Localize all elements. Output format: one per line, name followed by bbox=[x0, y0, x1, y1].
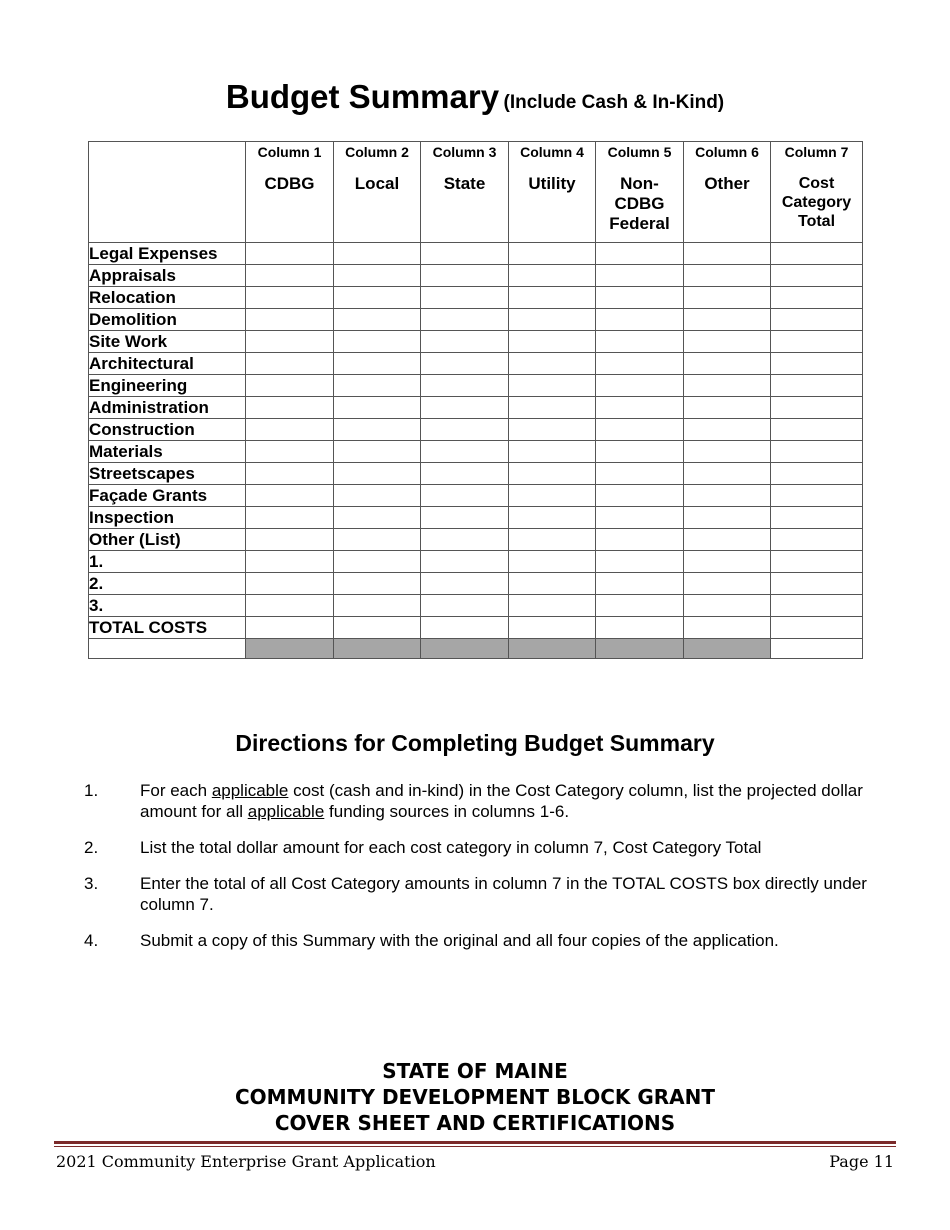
amount-cell[interactable] bbox=[246, 485, 334, 507]
column-category: Utility bbox=[528, 174, 576, 193]
amount-cell[interactable] bbox=[684, 375, 771, 397]
amount-cell[interactable] bbox=[334, 397, 421, 419]
amount-cell[interactable] bbox=[596, 551, 684, 573]
table-row bbox=[89, 309, 863, 331]
table-row bbox=[89, 331, 863, 353]
amount-cell[interactable] bbox=[684, 485, 771, 507]
state-heading-line: COMMUNITY DEVELOPMENT BLOCK GRANT bbox=[234, 1085, 716, 1109]
amount-cell[interactable] bbox=[334, 375, 421, 397]
direction-number: 3. bbox=[84, 874, 99, 893]
amount-cell[interactable] bbox=[684, 595, 771, 617]
column-category: Other bbox=[704, 174, 750, 193]
row-label: Other (List) bbox=[89, 529, 246, 551]
column-header bbox=[684, 142, 771, 243]
row-label: Architectural bbox=[89, 353, 246, 375]
amount-cell[interactable] bbox=[246, 551, 334, 573]
row-label: Administration bbox=[89, 397, 246, 419]
row-label: Engineering bbox=[89, 375, 246, 397]
amount-cell[interactable] bbox=[771, 485, 863, 507]
amount-cell[interactable] bbox=[509, 617, 596, 639]
amount-cell[interactable] bbox=[246, 353, 334, 375]
column-number: Column 3 bbox=[432, 144, 497, 160]
direction-item bbox=[84, 780, 894, 822]
footer-rule bbox=[54, 1141, 896, 1144]
amount-cell[interactable] bbox=[684, 243, 771, 265]
amount-cell[interactable] bbox=[334, 353, 421, 375]
table-row bbox=[89, 375, 863, 397]
amount-cell[interactable] bbox=[421, 551, 509, 573]
amount-cell[interactable] bbox=[596, 331, 684, 353]
title-main: Budget Summary bbox=[225, 78, 500, 115]
shaded-cell bbox=[334, 639, 421, 659]
amount-cell[interactable] bbox=[246, 419, 334, 441]
amount-cell[interactable] bbox=[596, 243, 684, 265]
table-row bbox=[89, 595, 863, 617]
amount-cell[interactable] bbox=[684, 529, 771, 551]
amount-cell[interactable] bbox=[684, 419, 771, 441]
amount-cell[interactable] bbox=[246, 375, 334, 397]
amount-cell[interactable] bbox=[596, 265, 684, 287]
amount-cell[interactable] bbox=[771, 331, 863, 353]
amount-cell[interactable] bbox=[509, 529, 596, 551]
amount-cell[interactable] bbox=[334, 529, 421, 551]
header-row bbox=[89, 142, 863, 243]
amount-cell[interactable] bbox=[596, 397, 684, 419]
amount-cell[interactable] bbox=[334, 309, 421, 331]
row-label: Appraisals bbox=[89, 265, 246, 287]
amount-cell[interactable] bbox=[684, 265, 771, 287]
amount-cell[interactable] bbox=[684, 573, 771, 595]
amount-cell[interactable] bbox=[334, 507, 421, 529]
amount-cell[interactable] bbox=[246, 243, 334, 265]
amount-cell[interactable] bbox=[771, 243, 863, 265]
amount-cell[interactable] bbox=[684, 507, 771, 529]
row-label: Relocation bbox=[89, 287, 246, 309]
amount-cell[interactable] bbox=[771, 441, 863, 463]
shaded-cell bbox=[684, 639, 771, 659]
amount-cell[interactable] bbox=[596, 485, 684, 507]
amount-cell[interactable] bbox=[421, 507, 509, 529]
amount-cell[interactable] bbox=[596, 507, 684, 529]
amount-cell[interactable] bbox=[246, 617, 334, 639]
direction-number: 4. bbox=[84, 931, 99, 950]
column-header bbox=[771, 142, 863, 243]
column-number: Column 1 bbox=[257, 144, 322, 160]
direction-text: Enter the total of all Cost Category amounts in column 7 in the TOTAL COSTS box directly under column 7. bbox=[140, 874, 867, 914]
amount-cell[interactable] bbox=[421, 617, 509, 639]
amount-cell[interactable] bbox=[684, 551, 771, 573]
page-title bbox=[0, 78, 950, 116]
state-heading-line: COVER SHEET AND CERTIFICATIONS bbox=[274, 1111, 676, 1135]
column-category: CDBG bbox=[264, 174, 315, 193]
amount-cell[interactable] bbox=[771, 375, 863, 397]
column-number: Column 4 bbox=[520, 144, 584, 160]
amount-cell[interactable] bbox=[596, 595, 684, 617]
amount-cell[interactable] bbox=[771, 573, 863, 595]
amount-cell[interactable] bbox=[684, 397, 771, 419]
table-row bbox=[89, 617, 863, 639]
amount-cell[interactable] bbox=[596, 463, 684, 485]
column-header bbox=[246, 142, 334, 243]
direction-text-part: cost (cash and in-kind) in the Cost Category column, list the projected dollar amount for all bbox=[140, 781, 863, 821]
column-header bbox=[509, 142, 596, 243]
state-heading bbox=[0, 1058, 950, 1136]
direction-text: Submit a copy of this Summary with the original and all four copies of the application. bbox=[140, 931, 779, 950]
amount-cell[interactable] bbox=[334, 419, 421, 441]
column-header bbox=[421, 142, 509, 243]
amount-cell[interactable] bbox=[334, 595, 421, 617]
footer-rule-thin bbox=[54, 1146, 896, 1147]
amount-cell[interactable] bbox=[596, 287, 684, 309]
row-label: 3. bbox=[89, 595, 246, 617]
table-row bbox=[89, 243, 863, 265]
amount-cell[interactable] bbox=[509, 551, 596, 573]
row-label: Demolition bbox=[89, 309, 246, 331]
amount-cell[interactable] bbox=[246, 507, 334, 529]
amount-cell[interactable] bbox=[421, 485, 509, 507]
amount-cell[interactable] bbox=[421, 309, 509, 331]
table-row bbox=[89, 419, 863, 441]
title-sub: (Include Cash & In-Kind) bbox=[503, 92, 725, 113]
state-heading-line: STATE OF MAINE bbox=[382, 1059, 568, 1083]
amount-cell[interactable] bbox=[246, 463, 334, 485]
amount-cell[interactable] bbox=[246, 287, 334, 309]
direction-text bbox=[140, 780, 894, 822]
amount-cell[interactable] bbox=[771, 353, 863, 375]
row-label: Streetscapes bbox=[89, 463, 246, 485]
table-row bbox=[89, 529, 863, 551]
amount-cell[interactable] bbox=[421, 375, 509, 397]
amount-cell[interactable] bbox=[334, 287, 421, 309]
page-number: Page 11 bbox=[829, 1152, 894, 1171]
amount-cell[interactable] bbox=[509, 353, 596, 375]
amount-cell[interactable] bbox=[421, 397, 509, 419]
amount-cell[interactable] bbox=[771, 529, 863, 551]
table-row bbox=[89, 353, 863, 375]
column-category: Local bbox=[354, 174, 400, 193]
amount-cell[interactable] bbox=[334, 485, 421, 507]
column-header bbox=[334, 142, 421, 243]
direction-number: 2. bbox=[84, 838, 99, 857]
amount-cell[interactable] bbox=[684, 441, 771, 463]
column-number: Column 5 bbox=[607, 144, 672, 160]
amount-cell[interactable] bbox=[334, 573, 421, 595]
amount-cell[interactable] bbox=[334, 265, 421, 287]
shaded-cell bbox=[596, 639, 684, 659]
amount-cell[interactable] bbox=[509, 287, 596, 309]
table-row bbox=[89, 463, 863, 485]
row-label: Inspection bbox=[89, 507, 246, 529]
amount-cell[interactable] bbox=[509, 375, 596, 397]
table-row bbox=[89, 573, 863, 595]
row-label: Façade Grants bbox=[89, 485, 246, 507]
footer-title: 2021 Community Enterprise Grant Application bbox=[56, 1152, 436, 1171]
row-label: TOTAL COSTS bbox=[89, 617, 246, 639]
amount-cell[interactable] bbox=[771, 419, 863, 441]
column-category: Non- CDBG Federal bbox=[609, 174, 670, 233]
amount-cell[interactable] bbox=[421, 243, 509, 265]
amount-cell[interactable] bbox=[421, 463, 509, 485]
column-number: Column 7 bbox=[784, 144, 849, 160]
row-label: 1. bbox=[89, 551, 246, 573]
amount-cell[interactable] bbox=[596, 529, 684, 551]
underlined-word: applicable bbox=[247, 802, 325, 821]
amount-cell[interactable] bbox=[334, 243, 421, 265]
directions-title: Directions for Completing Budget Summary bbox=[235, 730, 715, 756]
amount-cell[interactable] bbox=[246, 265, 334, 287]
amount-cell[interactable] bbox=[596, 441, 684, 463]
amount-cell[interactable] bbox=[684, 463, 771, 485]
amount-cell[interactable] bbox=[246, 309, 334, 331]
table-row bbox=[89, 265, 863, 287]
amount-cell[interactable] bbox=[509, 463, 596, 485]
table-row bbox=[89, 485, 863, 507]
amount-cell[interactable] bbox=[421, 287, 509, 309]
row-label: 2. bbox=[89, 573, 246, 595]
total-summary-row bbox=[89, 639, 863, 659]
amount-cell[interactable] bbox=[596, 419, 684, 441]
amount-cell[interactable] bbox=[771, 617, 863, 639]
budget-table bbox=[88, 141, 863, 659]
column-header bbox=[596, 142, 684, 243]
amount-cell[interactable] bbox=[771, 463, 863, 485]
amount-cell[interactable] bbox=[684, 617, 771, 639]
amount-cell[interactable] bbox=[421, 441, 509, 463]
amount-cell[interactable] bbox=[509, 265, 596, 287]
amount-cell[interactable] bbox=[421, 353, 509, 375]
amount-cell[interactable] bbox=[334, 617, 421, 639]
amount-cell[interactable] bbox=[771, 309, 863, 331]
amount-cell[interactable] bbox=[246, 529, 334, 551]
amount-cell[interactable] bbox=[596, 375, 684, 397]
amount-cell[interactable] bbox=[596, 617, 684, 639]
amount-cell[interactable] bbox=[246, 331, 334, 353]
direction-text-part: funding sources in columns 1-6. bbox=[324, 802, 570, 821]
amount-cell[interactable] bbox=[246, 397, 334, 419]
amount-cell[interactable] bbox=[771, 551, 863, 573]
amount-cell[interactable] bbox=[334, 463, 421, 485]
amount-cell[interactable] bbox=[421, 419, 509, 441]
grand-total-cell[interactable] bbox=[771, 639, 863, 659]
amount-cell[interactable] bbox=[509, 397, 596, 419]
amount-cell[interactable] bbox=[334, 441, 421, 463]
amount-cell[interactable] bbox=[509, 595, 596, 617]
amount-cell[interactable] bbox=[509, 441, 596, 463]
directions-list bbox=[84, 780, 894, 966]
amount-cell[interactable] bbox=[509, 419, 596, 441]
row-label: Site Work bbox=[89, 331, 246, 353]
header-corner-cell bbox=[89, 142, 246, 243]
amount-cell[interactable] bbox=[509, 309, 596, 331]
amount-cell[interactable] bbox=[421, 331, 509, 353]
shaded-cell bbox=[509, 639, 596, 659]
amount-cell[interactable] bbox=[684, 331, 771, 353]
amount-cell[interactable] bbox=[509, 573, 596, 595]
column-category: Cost Category Total bbox=[781, 175, 852, 230]
shaded-cell bbox=[421, 639, 509, 659]
amount-cell[interactable] bbox=[596, 573, 684, 595]
amount-cell[interactable] bbox=[596, 353, 684, 375]
underlined-word: applicable bbox=[211, 781, 289, 800]
amount-cell[interactable] bbox=[246, 573, 334, 595]
amount-cell[interactable] bbox=[684, 353, 771, 375]
amount-cell[interactable] bbox=[421, 529, 509, 551]
table-row bbox=[89, 551, 863, 573]
direction-number: 1. bbox=[84, 781, 99, 800]
amount-cell[interactable] bbox=[421, 573, 509, 595]
direction-item bbox=[84, 873, 894, 915]
table-row bbox=[89, 441, 863, 463]
table-row bbox=[89, 397, 863, 419]
amount-cell[interactable] bbox=[684, 309, 771, 331]
column-number: Column 6 bbox=[695, 144, 759, 160]
amount-cell[interactable] bbox=[771, 595, 863, 617]
amount-cell[interactable] bbox=[771, 287, 863, 309]
amount-cell[interactable] bbox=[421, 265, 509, 287]
direction-item bbox=[84, 837, 894, 858]
table-row bbox=[89, 507, 863, 529]
table-row bbox=[89, 287, 863, 309]
row-label: Construction bbox=[89, 419, 246, 441]
amount-cell[interactable] bbox=[509, 507, 596, 529]
amount-cell[interactable] bbox=[246, 441, 334, 463]
amount-cell[interactable] bbox=[596, 309, 684, 331]
row-label: Legal Expenses bbox=[89, 243, 246, 265]
row-label: Materials bbox=[89, 441, 246, 463]
amount-cell[interactable] bbox=[334, 551, 421, 573]
amount-cell[interactable] bbox=[509, 331, 596, 353]
column-category: State bbox=[443, 174, 486, 193]
amount-cell[interactable] bbox=[334, 331, 421, 353]
direction-text: List the total dollar amount for each cost category in column 7, Cost Category Total bbox=[140, 838, 762, 857]
amount-cell[interactable] bbox=[246, 595, 334, 617]
amount-cell[interactable] bbox=[509, 485, 596, 507]
column-number: Column 2 bbox=[345, 144, 409, 160]
amount-cell[interactable] bbox=[509, 243, 596, 265]
direction-text-part: For each bbox=[140, 781, 212, 800]
amount-cell[interactable] bbox=[684, 287, 771, 309]
amount-cell[interactable] bbox=[771, 265, 863, 287]
amount-cell[interactable] bbox=[771, 507, 863, 529]
blank-label-cell bbox=[89, 639, 246, 659]
shaded-cell bbox=[246, 639, 334, 659]
amount-cell[interactable] bbox=[421, 595, 509, 617]
direction-item bbox=[84, 930, 894, 951]
amount-cell[interactable] bbox=[771, 397, 863, 419]
